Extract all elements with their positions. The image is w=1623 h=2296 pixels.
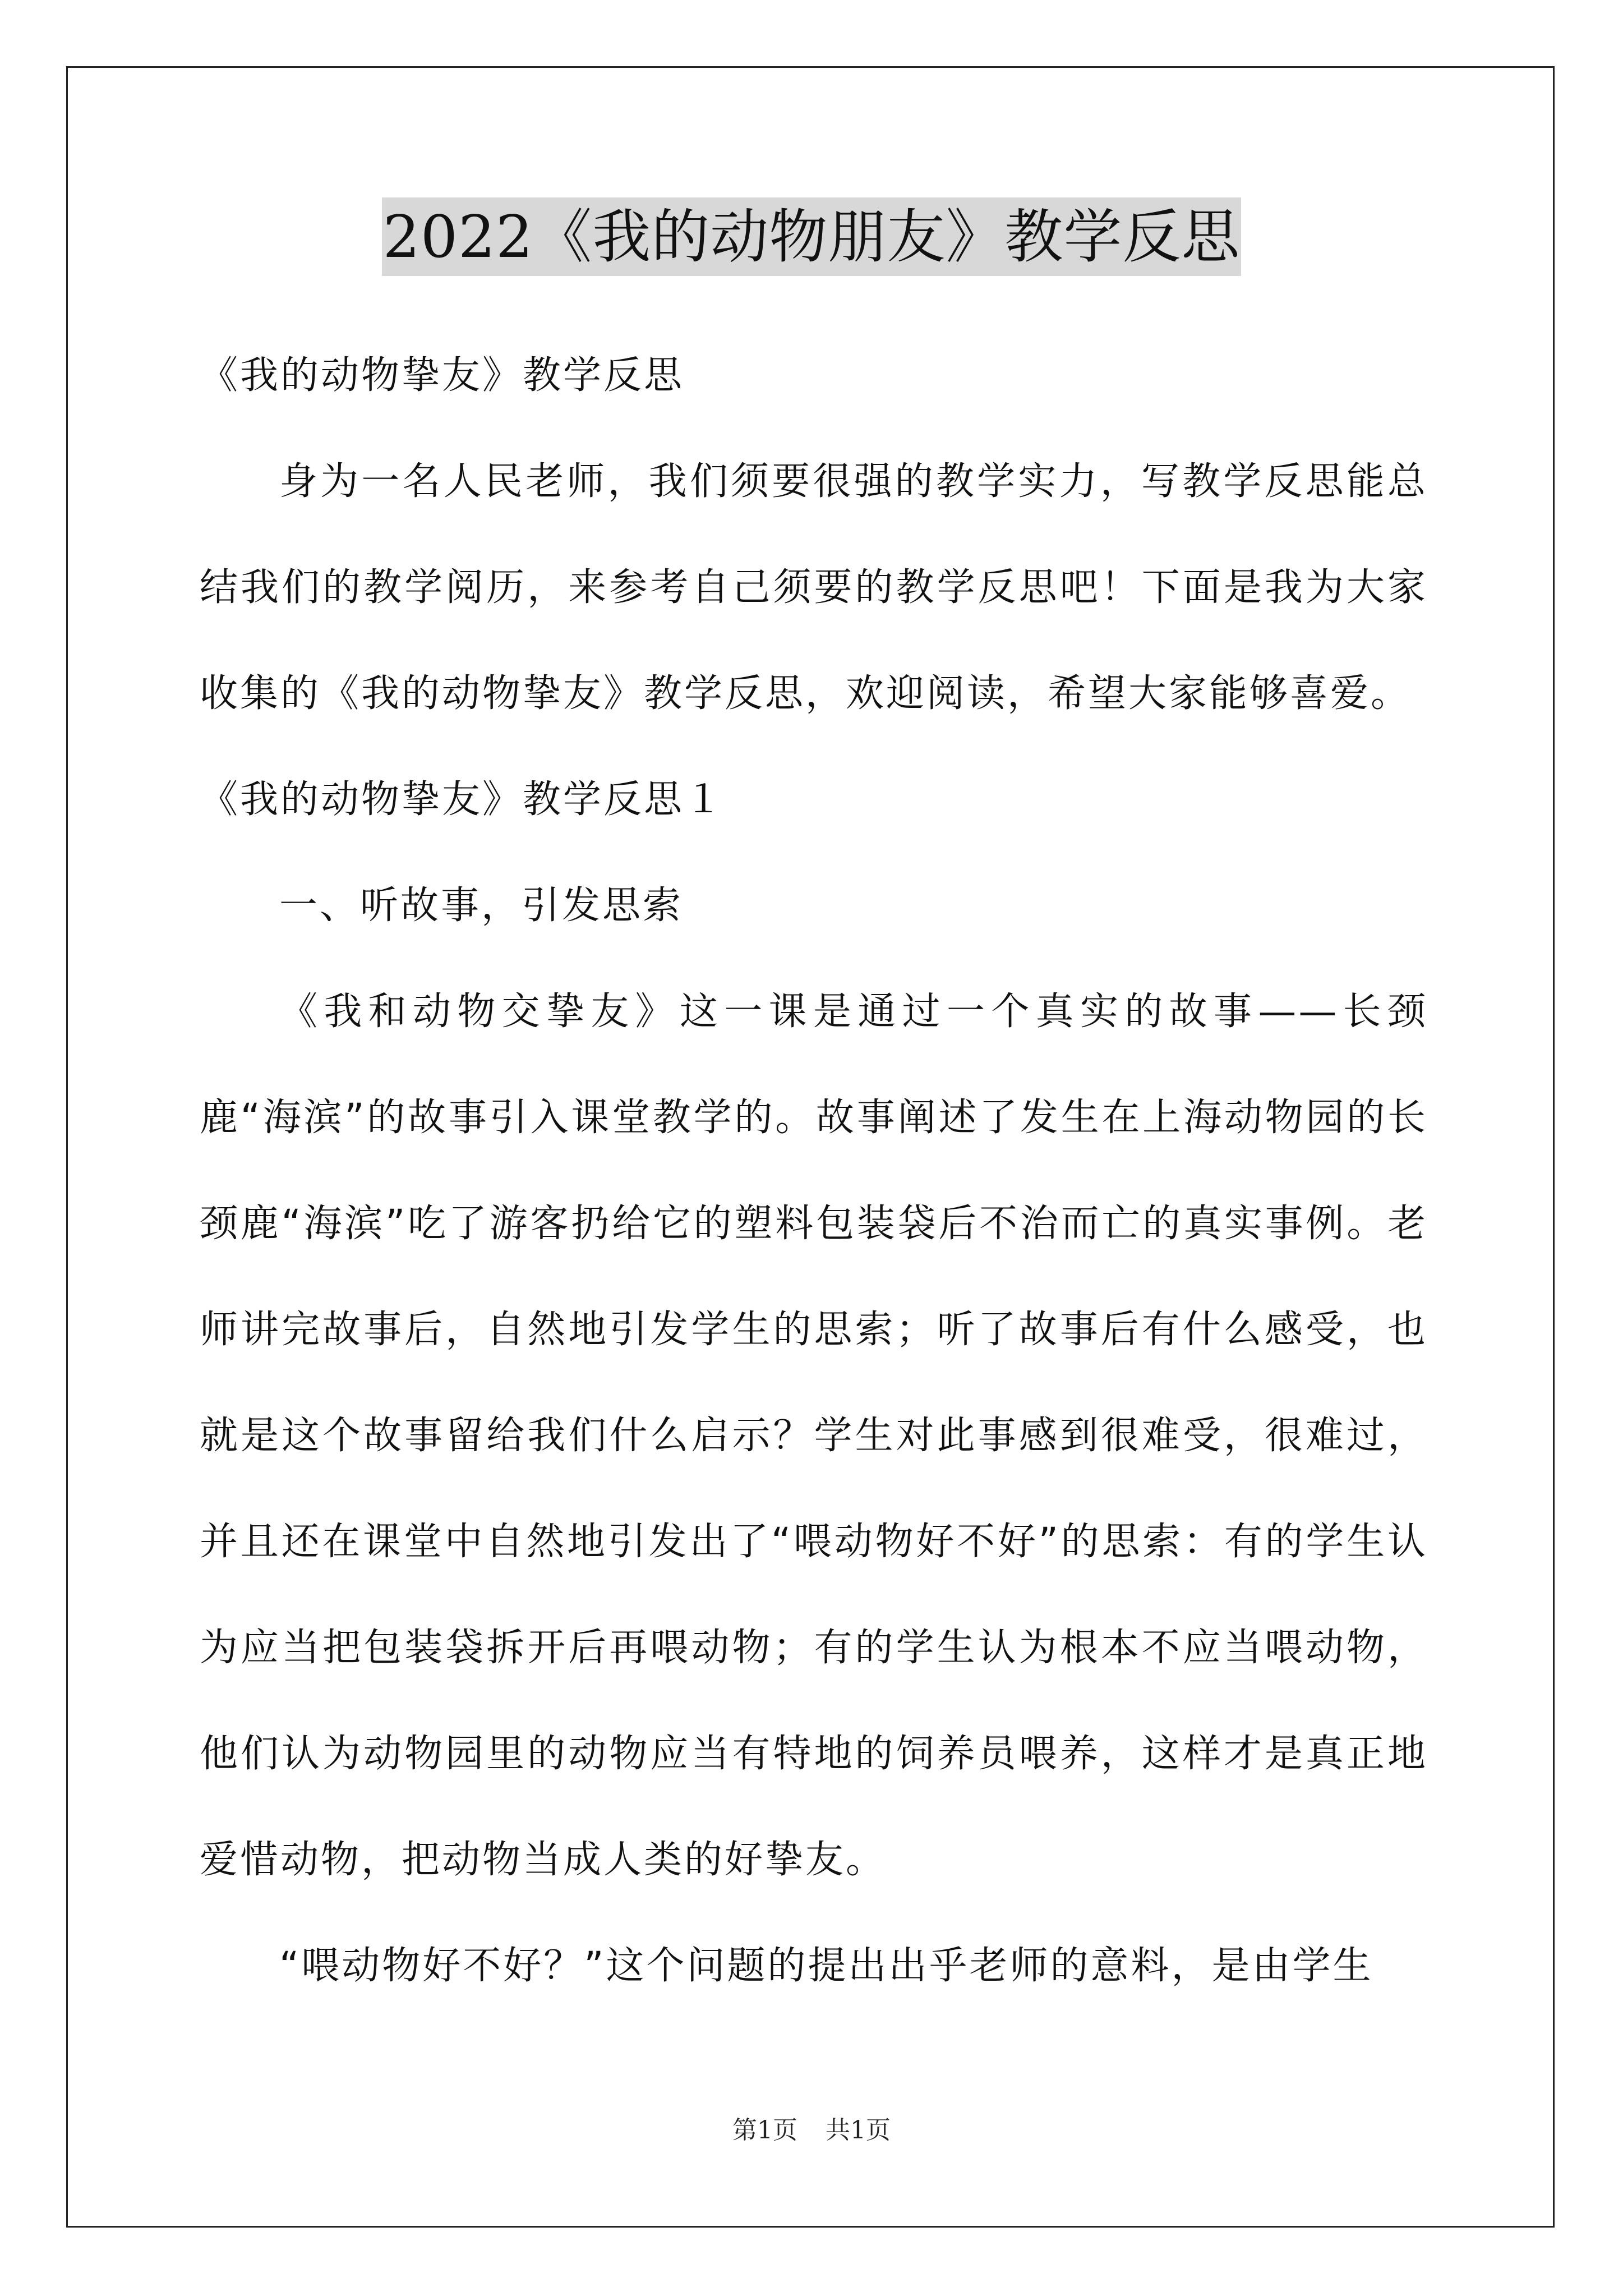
paragraph-section-heading: 《我的动物挚友》教学反思１ xyxy=(200,777,725,822)
page-footer xyxy=(0,2114,1623,2147)
document-title: 2022《我的动物朋友》教学反思 xyxy=(382,197,1242,276)
title-container xyxy=(0,197,1623,276)
page-total: 共1页 xyxy=(826,2116,891,2145)
paragraph-subtitle: 《我的动物挚友》教学反思 xyxy=(200,353,685,398)
document-body xyxy=(200,323,1428,2019)
paragraph-subheading: 一、听故事，引发思索 xyxy=(279,884,684,928)
page-number: 第1页 xyxy=(732,2116,797,2145)
paragraph-intro: 身为一名人民老师，我们须要很强的教学实力，写教学反思能总结我们的教学阅历，来参考自己须要的教学反思吧！下面是我为大家收集的《我的动物挚友》教学反思，欢迎阅读，希望大家能够喜爱。 xyxy=(200,459,1428,716)
paragraph-continued: “喂动物好不好？”这个问题的提出出乎老师的意料，是由学生 xyxy=(279,1944,1373,1988)
paragraph-body: 《我和动物交挚友》这一课是通过一个真实的故事——长颈鹿“海滨”的故事引入课堂教学的。故事阐述了发生在上海动物园的长颈鹿“海滨”吃了游客扔给它的塑料包装袋后不治而亡的真实事例。老师讲完故事后，自然地引发学生的思索；听了故事后有什么感受，也就是这个故事留给我们什么启示？学生对此事感到很难受，很难过，并且还在课堂中自然地引发出了“喂动物好不好”的思索：有的学生认为应当把包装袋拆开后再喂动物；有的学生认为根本不应当喂动物，他们认为动物园里的动物应当有特地的饲养员喂养，这样才是真正地爱惜动物，把动物当成人类的好挚友。 xyxy=(200,990,1428,1882)
